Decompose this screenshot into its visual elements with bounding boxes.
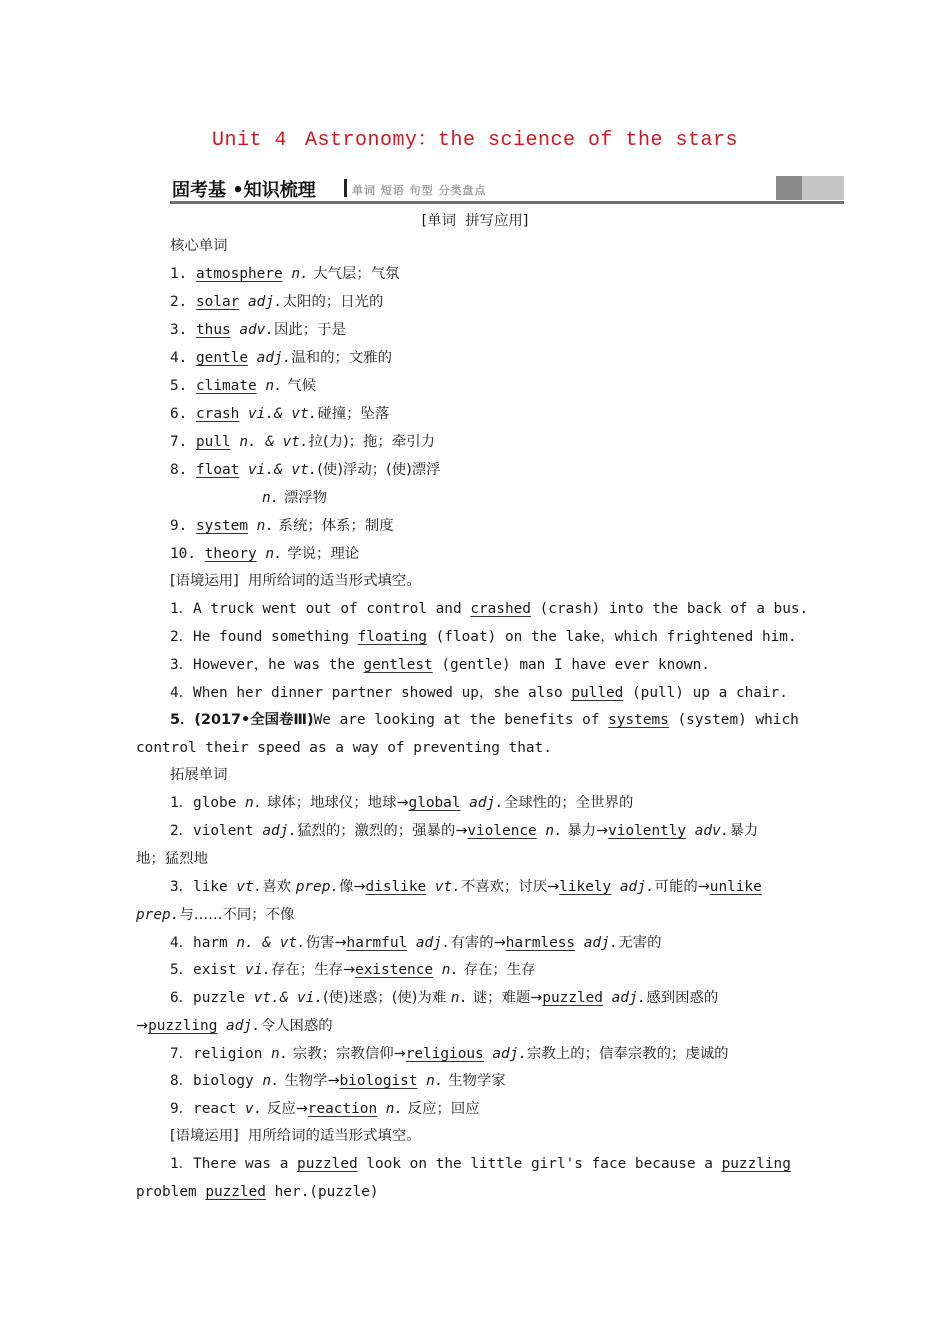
answer-word: harmful (346, 935, 408, 951)
list-item: 2．violent adj.猛烈的；激烈的；强暴的→violence n. 暴力→violently adv.暴力 (170, 823, 759, 839)
list-item: 3．like vt.喜欢 prep.像→dislike vt.不喜欢；讨厌→likely adj.可能的→unlike (170, 879, 762, 895)
answer-word: atmosphere (196, 266, 283, 282)
answer-word: system (196, 518, 248, 534)
exercise-sentence: 5．(2017•全国卷Ⅲ)We are looking at the benefits of systems (system) which (170, 712, 799, 728)
exercise-sentence: 2．He found something floating (float) on the lake，which frightened him. (170, 629, 797, 645)
list-item: 9．react v. 反应→reaction n. 反应；回应 (170, 1101, 480, 1117)
answer-word: dislike (365, 879, 427, 895)
answer-word: puzzled (205, 1184, 266, 1200)
answer-word: climate (196, 378, 257, 394)
answer-word: systems (608, 712, 669, 728)
list-item: 9. system n. 系统；体系；制度 (170, 518, 394, 534)
answer-word: religious (405, 1046, 484, 1062)
answer-word: solar (196, 294, 240, 310)
answer-word: pulled (571, 685, 624, 701)
exercise-sentence: 1．A truck went out of control and crashed (crash) into the back of a bus. (170, 601, 809, 617)
exercise-sentence: 1．There was a puzzled look on the little girl's face because a puzzling (170, 1156, 791, 1172)
answer-word: violently (608, 823, 687, 839)
list-item: 2. solar adj.太阳的；日光的 (170, 294, 384, 310)
answer-word: crashed (470, 601, 531, 617)
exercise-sentence: 4．When her dinner partner showed up，she also pulled (pull) up a chair. (170, 685, 788, 701)
list-item: n. 漂浮物 (262, 490, 328, 506)
answer-word: float (196, 462, 240, 478)
answer-word: puzzled (297, 1156, 358, 1172)
answer-word: floating (357, 629, 427, 645)
context-heading: [语境运用] 用所给词的适当形式填空。 (170, 1128, 421, 1144)
banner-block-dark (776, 176, 802, 200)
list-item: 1．globe n. 球体；地球仪；地球→global adj.全球性的；全世界的 (170, 795, 634, 811)
unit-title (0, 122, 950, 152)
exercise-sentence: 3．However，he was the gentlest (gentle) man I have ever known. (170, 657, 710, 673)
exercise-sentence-cont: control their speed as a way of preventing that. (136, 740, 552, 756)
section-banner (170, 176, 844, 204)
list-item-cont: prep.与……不同；不像 (136, 907, 295, 923)
answer-word: gentlest (363, 657, 433, 673)
answer-word: pull (196, 434, 231, 450)
answer-word: crash (196, 406, 240, 422)
exercise-sentence-cont: problem puzzled her.(puzzle) (136, 1184, 379, 1200)
answer-word: biologist (339, 1073, 418, 1089)
list-item: 8．biology n. 生物学→biologist n. 生物学家 (170, 1073, 506, 1089)
answer-word: global (408, 795, 461, 811)
list-item: 5. climate n. 气候 (170, 378, 317, 394)
unit-topic: Astronomy：the science of the stars (304, 129, 739, 152)
list-item: 7．religion n. 宗教；宗教信仰→religious adj.宗教上的；信奉宗教的；虔诚的 (170, 1046, 729, 1062)
banner-subtitle: 单词 短语 句型 分类盘点 (352, 184, 487, 197)
list-item: 1. atmosphere n. 大气层；气氛 (170, 266, 400, 282)
answer-word: puzzling (148, 1018, 218, 1034)
list-item: 8. float vi.& vt.(使)浮动；(使)漂浮 (170, 462, 441, 478)
context-heading: [语境运用] 用所给词的适当形式填空。 (170, 573, 421, 589)
list-item: 5．exist vi.存在；生存→existence n. 存在；生存 (170, 962, 536, 978)
list-item: 6. crash vi.& vt.碰撞；坠落 (170, 406, 390, 422)
answer-word: gentle (196, 350, 248, 366)
unit-number: Unit 4 (211, 129, 287, 152)
answer-word: puzzling (721, 1156, 791, 1172)
answer-word: unlike (709, 879, 762, 895)
core-heading: 核心单词 (170, 238, 228, 254)
answer-word: reaction (307, 1101, 378, 1117)
section-heading: [单词 拼写应用] (421, 213, 529, 229)
list-item-cont: →puzzling adj.令人困惑的 (136, 1018, 333, 1034)
list-item: 7. pull n. & vt.拉(力)；拖；牵引力 (170, 434, 435, 450)
answer-word: harmless (505, 935, 576, 951)
list-item: 4. gentle adj.温和的；文雅的 (170, 350, 393, 366)
banner-divider (344, 179, 347, 197)
answer-word: likely (559, 879, 612, 895)
list-item: 10. theory n. 学说；理论 (170, 546, 360, 562)
banner-title: 固考基 •知识梳理 (172, 180, 316, 201)
answer-word: puzzled (542, 990, 603, 1006)
list-item-cont: 地；猛烈地 (136, 851, 208, 867)
ext-heading: 拓展单词 (170, 767, 228, 783)
answer-word: violence (467, 823, 537, 839)
list-item: 4．harm n. & vt.伤害→harmful adj.有害的→harmless adj.无害的 (170, 935, 662, 951)
list-item: 3. thus adv.因此；于是 (170, 322, 346, 338)
answer-word: existence (355, 962, 434, 978)
answer-word: theory (204, 546, 257, 562)
banner-block-light (802, 176, 844, 200)
source-tag: 5．(2017•全国卷Ⅲ) (170, 712, 314, 728)
answer-word: thus (196, 322, 231, 338)
banner-rule (170, 201, 844, 204)
list-item: 6．puzzle vt.& vi.(使)迷惑；(使)为难 n. 谜；难题→puzzled adj.感到困惑的 (170, 990, 719, 1006)
